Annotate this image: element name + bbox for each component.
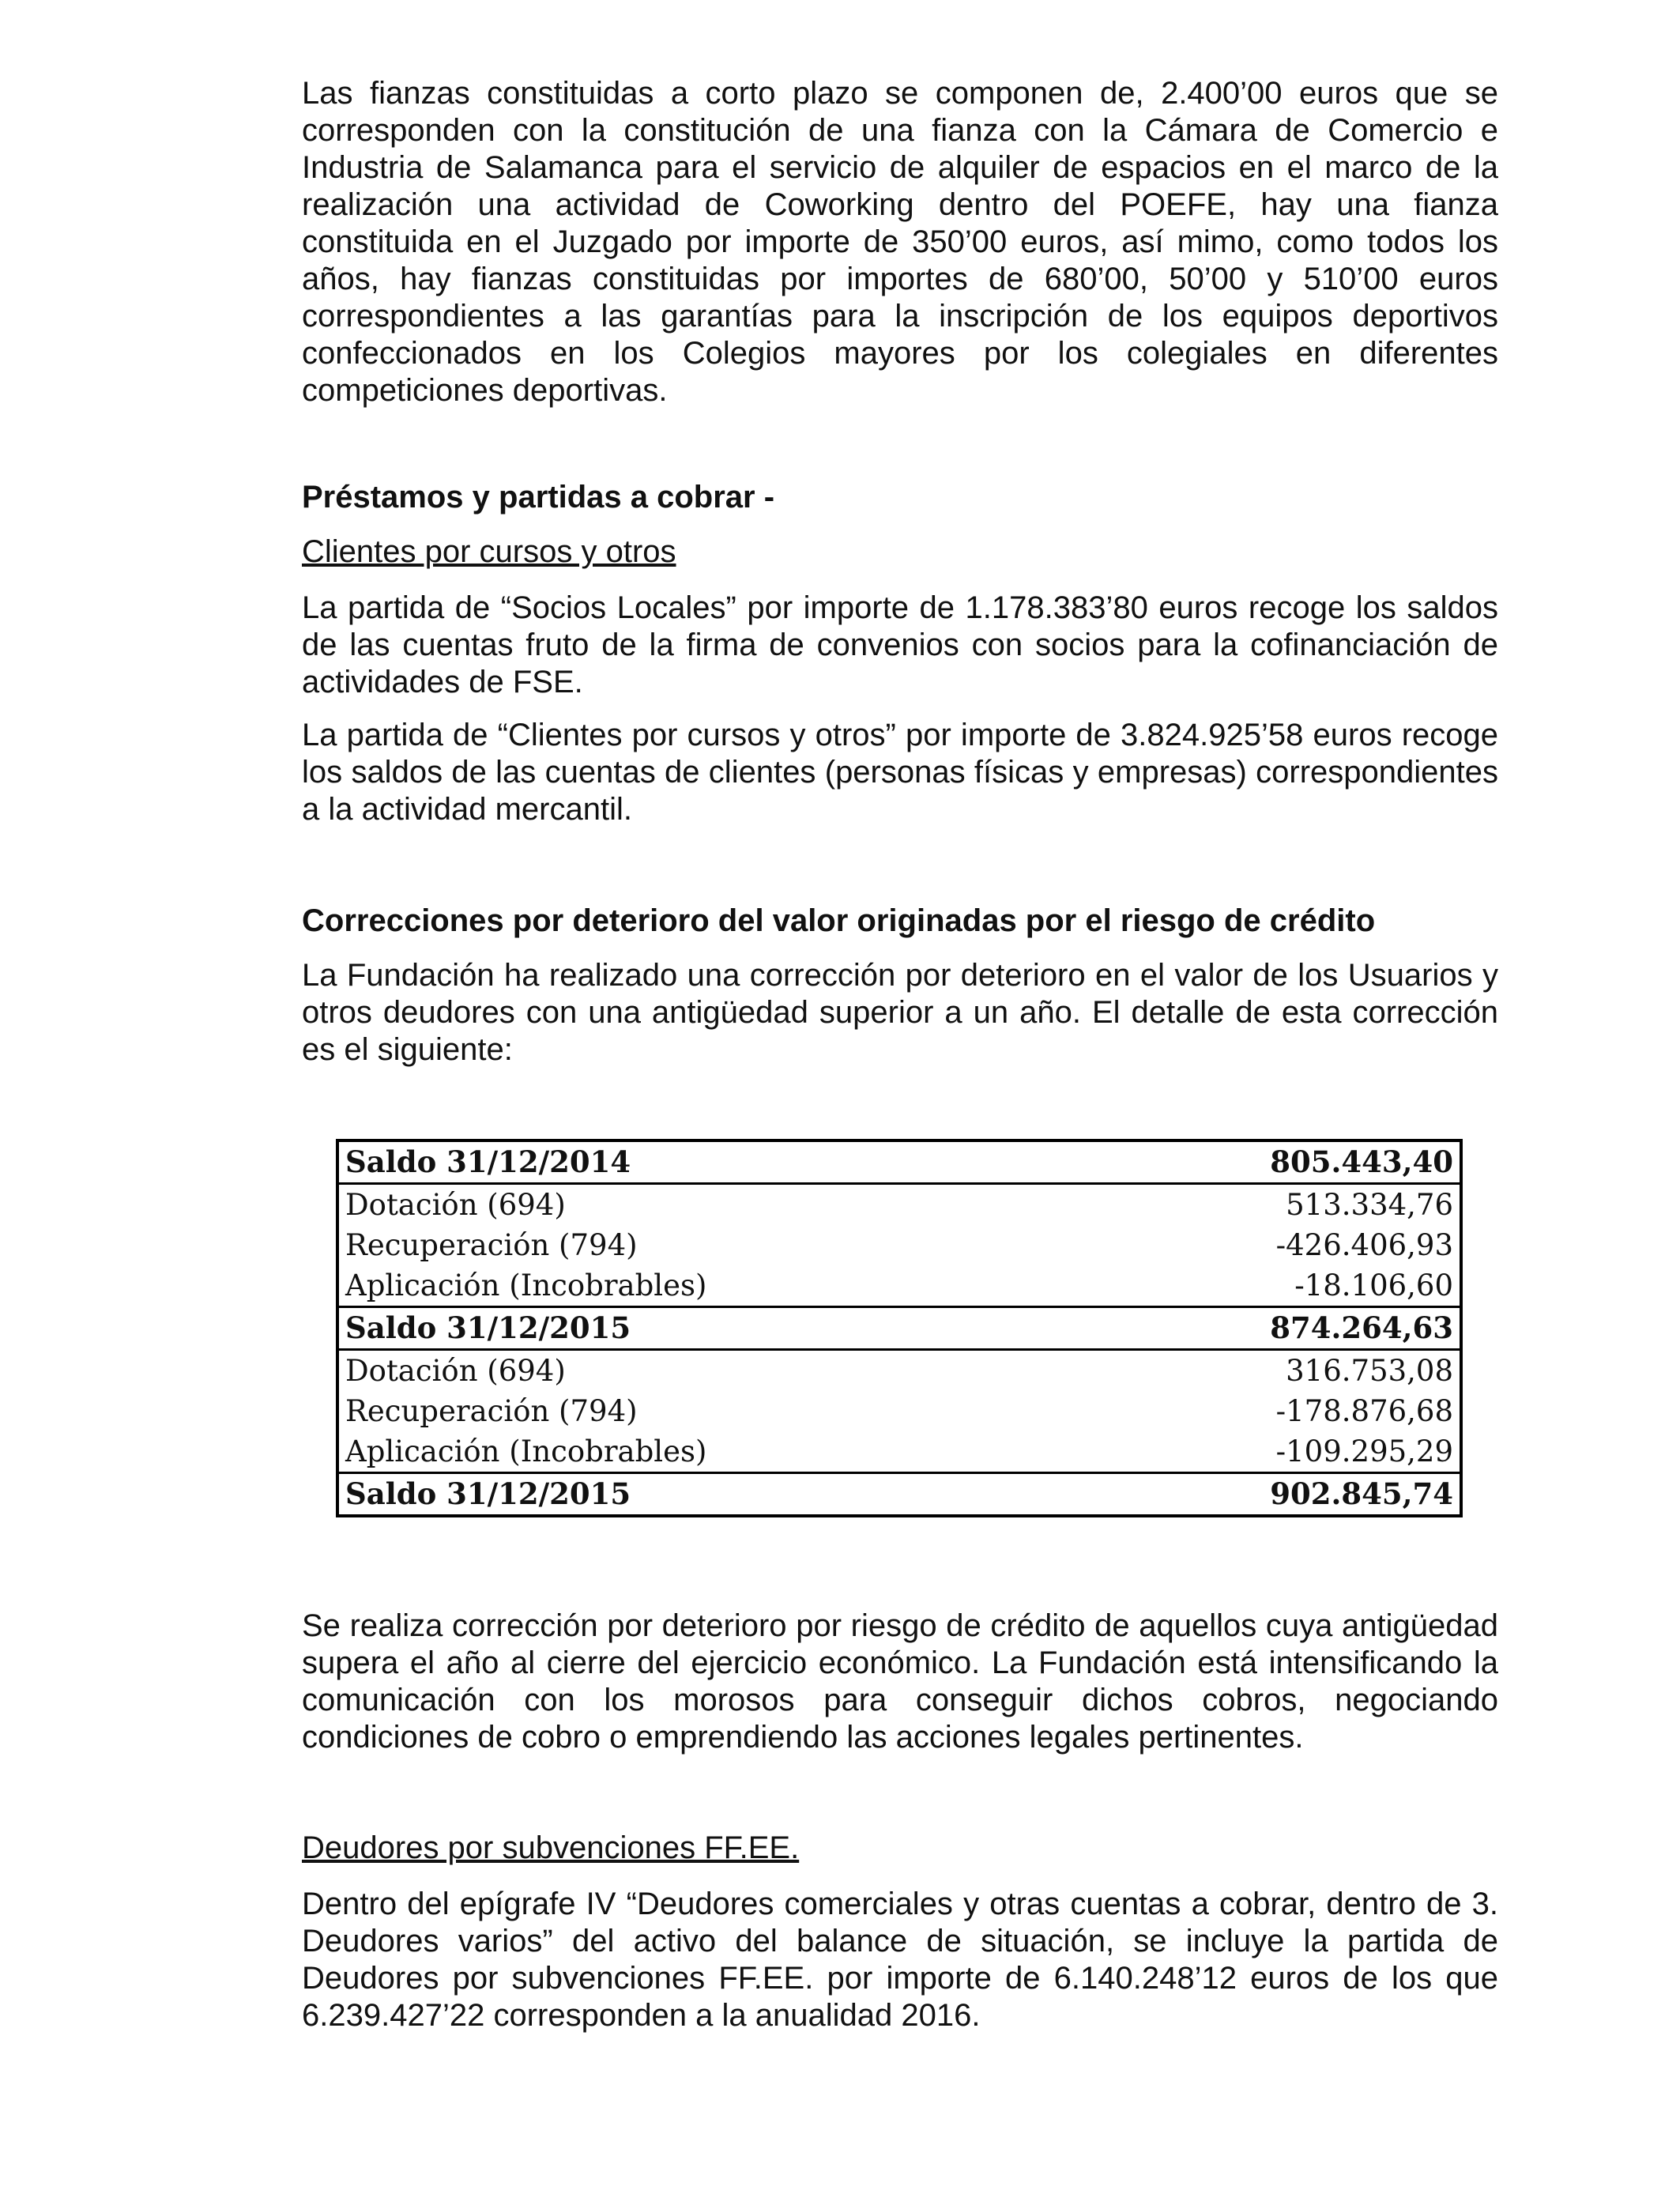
paragraph-correccion-cierre: Se realiza corrección por deterioro por riesgo de crédito de aquellos cuya antigüedad supera el año al cierre del ejercicio económico. La Fundación está intensificando la comunicación con los morosos para conseguir dichos cobros, negociando condiciones de cobro o emprendiendo las acciones legales pertinentes. — [302, 1608, 1498, 1755]
row-label: Saldo 31/12/2014 — [345, 1144, 631, 1179]
row-label: Dotación (694) — [345, 1354, 566, 1388]
paragraph-deudores: Dentro del epígrafe IV “Deudores comerciales y otras cuentas a cobrar, dentro de 3. Deudores varios” del activo del balance de situación, se incluye la partida de Deudores por subvenciones FF.EE. por importe de 6.140.248’12 euros de los que 6.239.427’22 corresponden a la anualidad 2016. — [302, 1887, 1498, 2033]
table-row — [337, 1265, 1461, 1307]
row-value: 805.443,40 — [1270, 1144, 1453, 1179]
table-row — [337, 1391, 1461, 1431]
row-label: Saldo 31/12/2015 — [345, 1310, 631, 1345]
row-label: Dotación (694) — [345, 1188, 566, 1222]
row-value: 316.753,08 — [1286, 1354, 1453, 1388]
paragraph-socios-locales: La partida de “Socios Locales” por importe de 1.178.383’80 euros recoge los saldos de las cuentas fruto de la firma de convenios con socios para la cofinanciación de actividades de FSE. — [302, 590, 1498, 699]
row-value: 513.334,76 — [1286, 1188, 1453, 1222]
subheading-deudores: Deudores por subvenciones FF.EE. — [302, 1830, 800, 1865]
subheading-clientes: Clientes por cursos y otros — [302, 534, 676, 569]
row-label: Aplicación (Incobrables) — [345, 1269, 707, 1302]
paragraph-fianzas: Las fianzas constituidas a corto plazo se componen de, 2.400’00 euros que se corresponden con la constitución de una fianza con la Cámara de Comercio e Industria de Salamanca para el servicio de alquiler de espacios en el marco de la realización una actividad de Coworking dentro del POEFE, hay una fianza constituida en el Juzgado por importe de 350’00 euros, así mimo, como todos los años, hay fianzas constituidas por importes de 680’00, 50’00 y 510’00 euros correspondientes a las garantías para la inscripción de los equipos deportivos confeccionados en los Colegios mayores por los colegiales en diferentes competiciones deportivas. — [302, 76, 1498, 408]
row-value: -18.106,60 — [1294, 1269, 1453, 1302]
row-label: Aplicación (Incobrables) — [345, 1434, 707, 1468]
table-row — [337, 1473, 1461, 1517]
row-label: Recuperación (794) — [345, 1394, 638, 1428]
row-value: -109.295,29 — [1275, 1434, 1453, 1468]
table-row — [337, 1140, 1461, 1184]
table-row — [337, 1431, 1461, 1473]
row-value: -426.406,93 — [1275, 1228, 1453, 1262]
table-row — [337, 1307, 1461, 1350]
paragraph-correccion-intro: La Fundación ha realizado una corrección por deterioro en el valor de los Usuarios y otros deudores con una antigüedad superior a un año. El detalle de esta corrección es el siguiente: — [302, 958, 1498, 1067]
table-row — [337, 1350, 1461, 1392]
heading-correcciones: Correcciones por deterioro del valor originadas por el riesgo de crédito — [302, 903, 1376, 938]
row-value: 874.264,63 — [1270, 1310, 1453, 1345]
heading-prestamos: Préstamos y partidas a cobrar - — [302, 480, 775, 515]
row-value: -178.876,68 — [1275, 1394, 1453, 1428]
row-value: 902.845,74 — [1270, 1476, 1453, 1511]
deterioro-table — [336, 1139, 1463, 1517]
row-label: Recuperación (794) — [345, 1228, 638, 1262]
table-row — [337, 1225, 1461, 1265]
paragraph-clientes: La partida de “Clientes por cursos y otros” por importe de 3.824.925’58 euros recoge los saldos de las cuentas de clientes (personas físicas y empresas) correspondientes a la actividad mercantil. — [302, 718, 1498, 827]
row-label: Saldo 31/12/2015 — [345, 1476, 631, 1511]
table-row — [337, 1184, 1461, 1226]
